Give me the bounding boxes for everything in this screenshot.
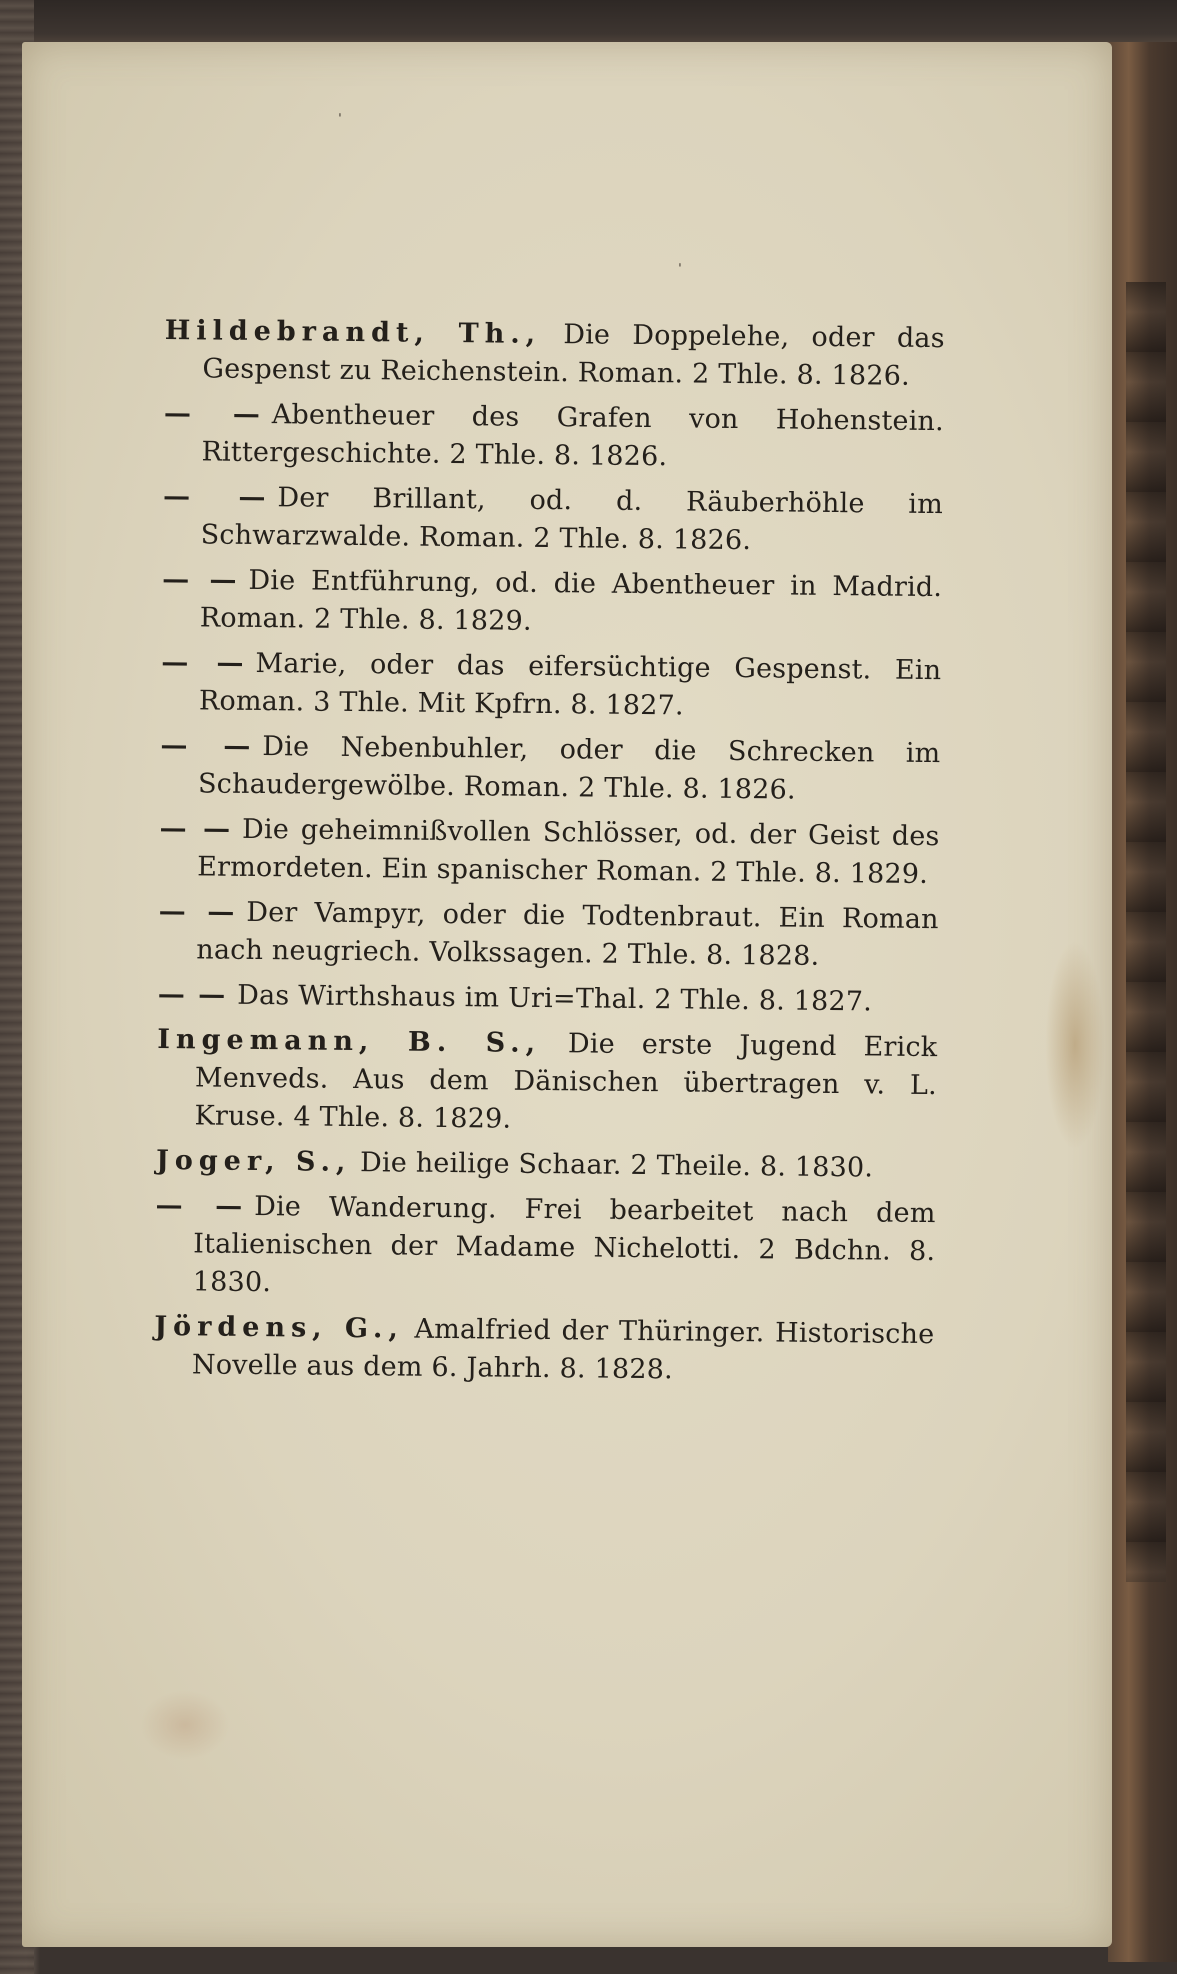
catalog-entry	[154, 1308, 935, 1392]
entry-author: Jördens, G.,	[154, 1310, 404, 1345]
entry-text: Der Brillant, od. d. Räuberhöhle im Schwarzwalde. Roman. 2 Thle. 8. 1826.	[200, 482, 944, 557]
entry-text: Der Vampyr, oder die Todtenbraut. Ein Roman nach neugriech. Volkssagen. 2 Thle. 8. 1828.	[196, 896, 939, 972]
catalog-entry	[158, 893, 939, 977]
entry-text: Die Wanderung. Frei bearbeitet nach dem Italienischen der Madame Nichelotti. 2 Bdchn. 8. 1830.	[192, 1190, 936, 1299]
paper-stain	[140, 1690, 230, 1760]
catalog-entry	[156, 1142, 936, 1188]
book-cover-edge	[1108, 42, 1177, 1962]
ditto-dash: — —	[162, 480, 268, 514]
entry-text: Das Wirthshaus im Uri=Thal. 2 Thle. 8. 1827.	[237, 979, 873, 1018]
ink-speck: ˈ	[678, 262, 682, 278]
entry-author: Ingemann, B. S.,	[157, 1023, 542, 1059]
ditto-dash: — —	[161, 646, 246, 679]
catalog-entry	[160, 727, 941, 811]
catalog-entry	[159, 810, 940, 894]
entry-author: Hildebrandt, Th.,	[164, 314, 542, 350]
book-top-edge	[0, 0, 1177, 48]
paper-stain	[1045, 940, 1105, 1150]
catalog-entry-list	[154, 312, 945, 1399]
entry-text: Die geheimnißvollen Schlösser, od. der Geist des Ermordeten. Ein spanischer Roman. 2 Thle. 8. 1829.	[197, 813, 940, 891]
ditto-dash: — —	[159, 812, 233, 845]
entry-text: Amalfried der Thüringer. Historische Novelle aus dem 6. Jahrh. 8. 1828.	[191, 1313, 935, 1386]
ditto-dash: — —	[155, 1189, 245, 1222]
catalog-entry	[162, 478, 943, 562]
entry-text: Die erste Jugend Erick Menveds. Aus dem Dänischen übertragen v. L. Kruse. 4 Thle. 8. 1829.	[194, 1028, 938, 1135]
catalog-entry	[162, 561, 943, 645]
entry-author: Joger, S.,	[155, 1144, 352, 1178]
catalog-entry	[155, 1187, 936, 1309]
entry-text: Die Nebenbuhler, oder die Schrecken im Schaudergewölbe. Roman. 2 Thle. 8. 1826.	[197, 731, 941, 806]
entry-text: Die Entführung, od. die Abentheuer in Madrid. Roman. 2 Thle. 8. 1829.	[199, 564, 943, 637]
catalog-entry	[158, 976, 938, 1022]
ditto-dash: — —	[157, 978, 228, 1011]
ditto-dash: — —	[162, 563, 239, 596]
entry-text: Abentheuer des Grafen von Hohenstein. Rittergeschichte. 2 Thle. 8. 1826.	[201, 399, 945, 473]
entry-text: Die heilige Schaar. 2 Theile. 8. 1830.	[359, 1147, 874, 1184]
catalog-entry	[163, 395, 944, 479]
ink-speck: ˈ	[338, 112, 342, 128]
catalog-entry	[156, 1021, 937, 1143]
entry-text: Die Doppelehe, oder das Gespenst zu Reichenstein. Roman. 2 Thle. 8. 1826.	[202, 319, 945, 392]
ditto-dash: — —	[158, 895, 237, 928]
entry-text: Marie, oder das eifersüchtige Gespenst. Ein Roman. 3 Thle. Mit Kpfrn. 8. 1827.	[198, 647, 942, 722]
ditto-dash: — —	[163, 397, 262, 431]
catalog-entry	[164, 312, 945, 396]
catalog-entry	[161, 644, 942, 728]
ditto-dash: — —	[160, 729, 253, 762]
